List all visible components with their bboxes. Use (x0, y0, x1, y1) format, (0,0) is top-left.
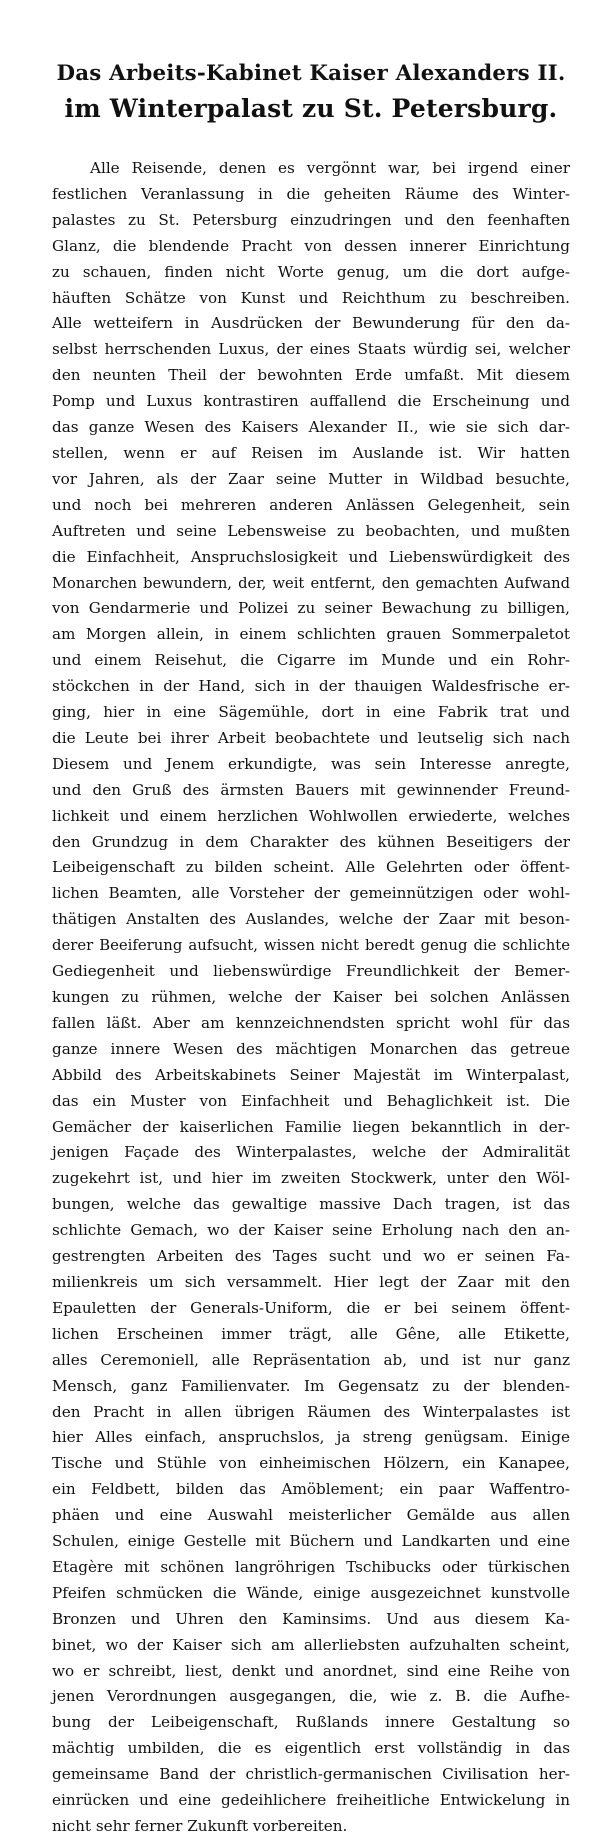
text-line: bung der Leibeigenschaft, Rußlands innere Gestaltung so (52, 1713, 570, 1732)
text-line: den neunten Theil der bewohnten Erde umfaßt. Mit diesem (52, 366, 570, 385)
text-line: schlichte Gemach, wo der Kaiser seine Erholung nach den an- (52, 1221, 570, 1240)
text-line: nicht sehr ferner Zukunft vorbereiten. (52, 1817, 348, 1835)
text-line: lichen Beamten, alle Vorsteher der gemeinnützigen oder wohl- (52, 884, 570, 903)
text-line: zugekehrt ist, und hier im zweiten Stockwerk, unter den Wöl- (52, 1169, 570, 1188)
text-line: gestrengten Arbeiten des Tages sucht und wo er seinen Fa- (52, 1247, 570, 1266)
text-line: wo er schreibt, liest, denkt und anordnet, sind eine Reihe von (52, 1661, 570, 1680)
article-title (52, 56, 570, 126)
text-line: von Gendarmerie und Polizei zu seiner Bewachung zu billigen, (52, 599, 570, 618)
text-line: Monarchen bewundern, der, weit entfernt, den gemachten Aufwand (52, 574, 570, 592)
text-line: kungen zu rühmen, welche der Kaiser bei solchen Anlässen (52, 988, 570, 1006)
text-line: Bronzen und Uhren den Kaminsims. Und aus diesem Ka- (52, 1609, 570, 1628)
text-line: ganze innere Wesen des mächtigen Monarchen das getreue (52, 1039, 570, 1058)
text-line: die Einfachheit, Anspruchslosigkeit und Liebenswürdigkeit des (52, 547, 570, 566)
text-line: hier Alles einfach, anspruchslos, ja streng genügsam. Einige (52, 1428, 570, 1447)
article-title-line: Das Arbeits-Kabinet Kaiser Alexanders II. (56, 61, 566, 86)
text-line: Gemächer der kaiserlichen Familie liegen bekanntlich in der- (52, 1117, 570, 1136)
text-line: den Pracht in allen übrigen Räumen des Winterpalastes ist (52, 1402, 570, 1421)
text-line: und einem Reisehut, die Cigarre im Munde und ein Rohr- (52, 651, 570, 670)
text-line: Pfeifen schmücken die Wände, einige ausgezeichnet kunstvolle (52, 1583, 570, 1602)
text-line: einrücken und eine gedeihlichere freiheitliche Entwickelung in (52, 1791, 570, 1810)
text-line: das ganze Wesen des Kaisers Alexander II., wie sie sich dar- (52, 418, 570, 437)
text-line: Tische und Stühle von einheimischen Hölzern, ein Kanapee, (52, 1454, 570, 1473)
text-line: selbst herrschenden Luxus, der eines Staats würdig sei, welcher (52, 340, 570, 359)
text-line: jenigen Façade des Winterpalastes, welche der Admiralität (52, 1143, 570, 1162)
text-line: binet, wo der Kaiser sich am allerliebsten aufzuhalten scheint, (52, 1635, 570, 1654)
text-line: mächtig umbilden, die es eigentlich erst vollständig in das (52, 1739, 570, 1758)
text-line: die Leute bei ihrer Arbeit beobachtete und leutselig sich nach (52, 728, 570, 747)
text-line: Etagère mit schönen langröhrigen Tschibucks oder türkischen (52, 1557, 570, 1576)
text-line: Pomp und Luxus kontrastiren auffallend die Erscheinung und (52, 392, 570, 411)
text-line: Abbild des Arbeitskabinets Seiner Majestät im Winterpalast, (52, 1065, 570, 1084)
text-line: thätigen Anstalten des Auslandes, welche der Zaar mit beson- (52, 910, 570, 929)
text-line: ein Feldbett, bilden das Amöblement; ein paar Waffentro- (52, 1480, 570, 1499)
text-line: Glanz, die blendende Pracht von dessen innerer Einrichtung (52, 236, 570, 255)
text-line: Gediegenheit und liebenswürdige Freundlichkeit der Bemer- (52, 962, 570, 981)
text-line: den Grundzug in dem Charakter des kühnen Beseitigers der (52, 832, 570, 851)
text-line: festlichen Veranlassung in die geheiten Räume des Winter- (52, 184, 570, 203)
text-line: Epauletten der Generals-Uniform, die er bei seinem öffent- (52, 1298, 570, 1317)
text-line: stellen, wenn er auf Reisen im Auslande ist. Wir hatten (52, 443, 570, 462)
text-line: ging, hier in eine Sägemühle, dort in eine Fabrik trat und (52, 703, 570, 722)
text-line: lichen Erscheinen immer trägt, alle Gêne, alle Etikette, (52, 1324, 570, 1343)
text-line: und noch bei mehreren anderen Anlässen Gelegenheit, sein (52, 495, 570, 514)
text-line: alles Ceremoniell, alle Repräsentation ab, und ist nur ganz (52, 1350, 570, 1369)
article-title-line: im Winterpalast zu St. Petersburg. (64, 94, 558, 123)
text-line: stöckchen in der Hand, sich in der thauigen Waldesfrische er- (52, 677, 570, 696)
text-line: und den Gruß des ärmsten Bauers mit gewinnender Freund- (52, 780, 570, 799)
text-line: zu schauen, finden nicht Worte genug, um die dort aufge- (52, 262, 570, 281)
text-line: phäen und eine Auswahl meisterlicher Gemälde aus allen (52, 1506, 570, 1525)
text-line: Alle wetteifern in Ausdrücken der Bewunderung für den da- (52, 314, 570, 333)
text-line: vor Jahren, als der Zaar seine Mutter in Wildbad besuchte, (52, 469, 570, 488)
text-line: häuften Schätze von Kunst und Reichthum zu beschreiben. (52, 288, 570, 307)
text-line: fallen läßt. Aber am kennzeichnendsten spricht wohl für das (52, 1013, 570, 1032)
text-line: gemeinsame Band der christlich-germanischen Civilisation her- (52, 1765, 570, 1784)
text-line: Schulen, einige Gestelle mit Büchern und Landkarten und eine (52, 1532, 570, 1551)
text-line: bungen, welche das gewaltige massive Dach tragen, ist das (52, 1195, 570, 1214)
text-line: am Morgen allein, in einem schlichten grauen Sommerpaletot (52, 625, 570, 644)
text-line: Diesem und Jenem erkundigte, was sein Interesse anregte, (52, 754, 570, 773)
text-line: lichkeit und einem herzlichen Wohlwollen erwiederte, welches (52, 806, 570, 825)
text-line: Alle Reisende, denen es vergönnt war, bei irgend einer (90, 159, 570, 177)
text-line: Mensch, ganz Familienvater. Im Gegensatz zu der blenden- (52, 1376, 570, 1395)
text-line: Leibeigenschaft zu bilden scheint. Alle Gelehrten oder öffent- (52, 858, 570, 877)
text-line: palastes zu St. Petersburg einzudringen und den feenhaften (52, 210, 570, 229)
text-line: das ein Muster von Einfachheit und Behaglichkeit ist. Die (52, 1091, 570, 1110)
text-line: derer Beeiferung aufsucht, wissen nicht beredt genug die schlichte (52, 937, 570, 955)
article-body (52, 156, 570, 1840)
text-line: milienkreis um sich versammelt. Hier legt der Zaar mit den (52, 1272, 570, 1291)
text-line: jenen Verordnungen ausgegangen, die, wie z. B. die Aufhe- (52, 1687, 570, 1706)
text-line: Auftreten und seine Lebensweise zu beobachten, und mußten (52, 521, 570, 540)
